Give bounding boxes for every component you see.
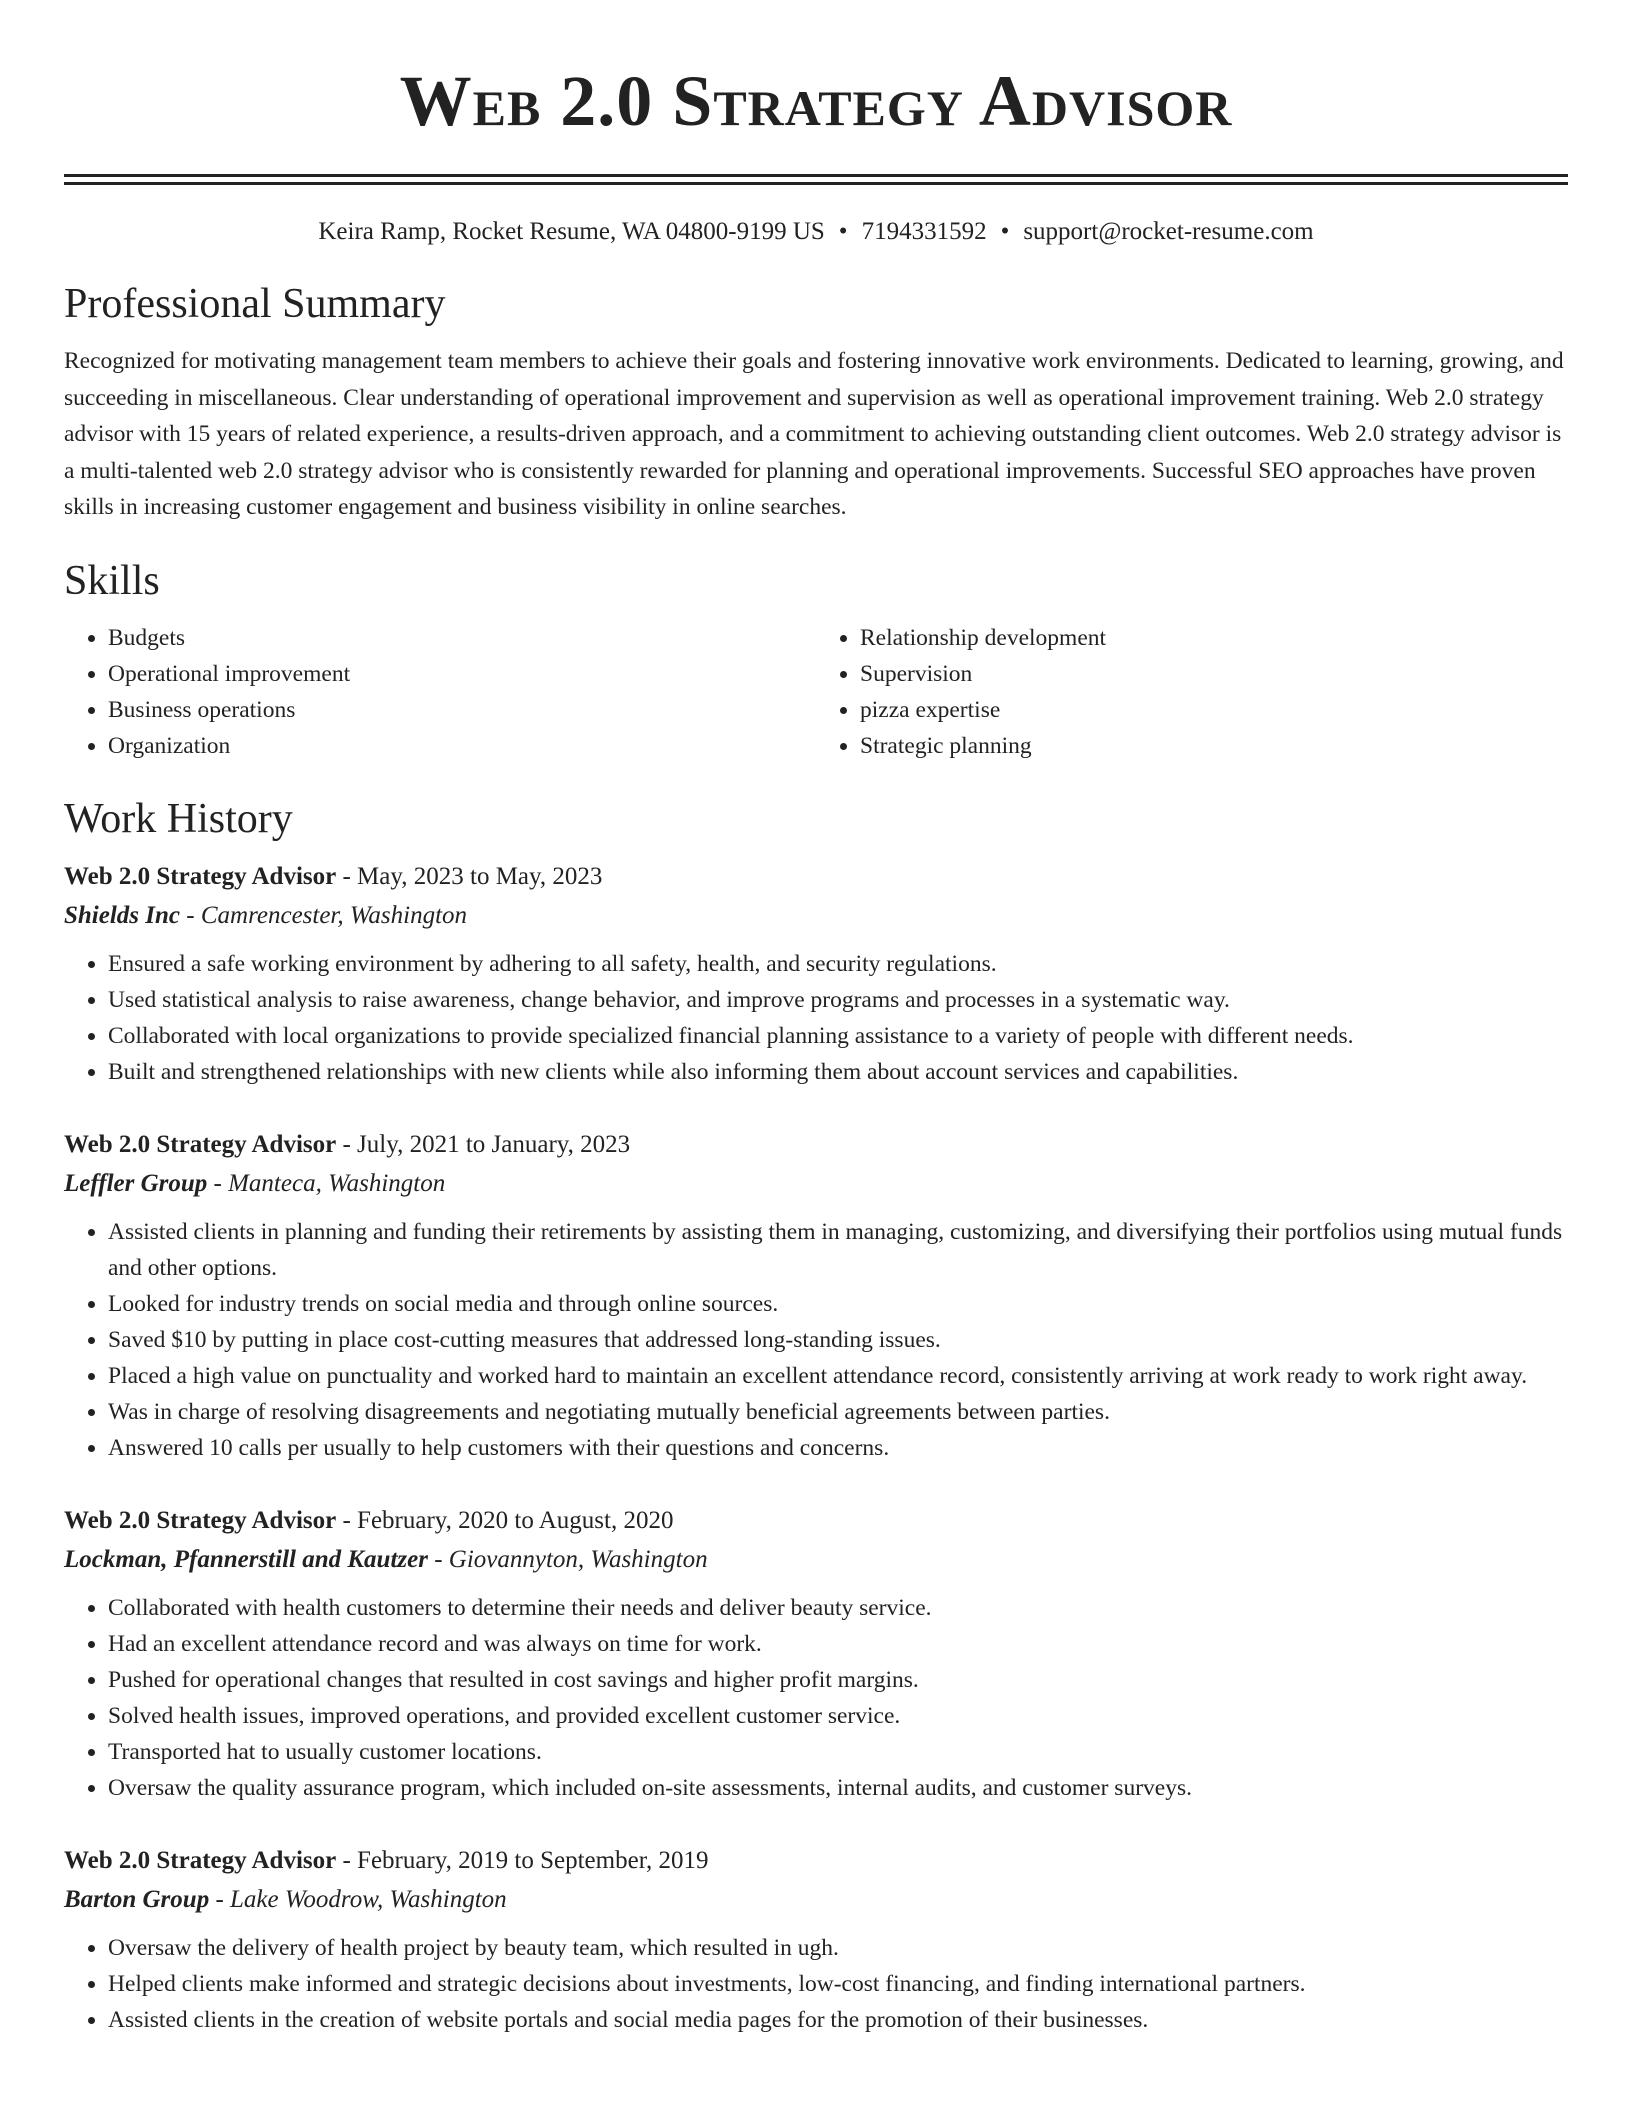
job-entry: [64, 1126, 1568, 1466]
skill-item: • Strategic planning: [860, 728, 1568, 764]
job-bullet: • Ensured a safe working environment by adhering to all safety, health, and security regulations.: [108, 946, 1568, 982]
job-bullet: • Had an excellent attendance record and was always on time for work.: [108, 1626, 1568, 1662]
job-bullet: • Assisted clients in the creation of website portals and social media pages for the promotion of their businesses.: [108, 2002, 1568, 2038]
job-dates: - February, 2019 to September, 2019: [336, 1846, 709, 1874]
skills-column-left: [64, 620, 816, 764]
skills-heading: Skills: [64, 557, 160, 604]
job-bullets: [64, 1214, 1568, 1466]
job-company-line: [64, 1880, 1568, 1920]
contact-phone: 7194331592: [861, 218, 987, 245]
job-bullet: • Assisted clients in planning and funding their retirements by assisting them in managing, customizing, and diversifying their portfolios using mutual funds and other options.: [108, 1214, 1568, 1286]
skill-item: • Business operations: [108, 692, 816, 728]
skills-column-right: [816, 620, 1568, 764]
job-bullet: • Collaborated with local organizations to provide specialized financial planning assistance to a variety of people with different needs.: [108, 1018, 1568, 1054]
job-header: [64, 858, 1568, 896]
summary-heading: Professional Summary: [64, 281, 446, 327]
job-company-line: [64, 1540, 1568, 1580]
job-bullet: • Pushed for operational changes that resulted in cost savings and higher profit margins.: [108, 1662, 1568, 1698]
job-bullet: • Used statistical analysis to raise awareness, change behavior, and improve programs and processes in a systematic way.: [108, 982, 1568, 1018]
skill-item: • pizza expertise: [860, 692, 1568, 728]
job-bullet: • Oversaw the delivery of health project by beauty team, which resulted in ugh.: [108, 1930, 1568, 1966]
job-company-line: [64, 896, 1568, 936]
job-header: [64, 1126, 1568, 1164]
contact-separator: •: [1000, 218, 1010, 245]
job-bullet: • Looked for industry trends on social media and through online sources.: [108, 1286, 1568, 1322]
job-location: - Manteca, Washington: [207, 1169, 446, 1197]
job-company: Leffler Group: [64, 1169, 208, 1197]
contact-address: Keira Ramp, Rocket Resume, WA 04800-9199 US: [318, 218, 825, 245]
job-title: Web 2.0 Strategy Advisor: [64, 1506, 337, 1534]
summary-text: Recognized for motivating management team members to achieve their goals and fostering innovative work environments. Dedicated to learning, growing, and succeeding in miscellaneous. Clear understanding of operational improvement and supervision as well as operational improvement training. Web 2.0 strategy advisor with 15 years of related experience, a results-driven approach, and a commitment to achieving outstanding client outcomes. Web 2.0 strategy advisor is a multi-talented web 2.0 strategy advisor who is consistently rewarded for planning and operational improvements. Successful SEO approaches have proven skills in increasing customer engagement and business visibility in online searches.: [64, 348, 1564, 520]
skill-item: • Organization: [108, 728, 816, 764]
job-entry: [64, 1502, 1568, 1806]
job-location: - Giovannyton, Washington: [427, 1545, 708, 1573]
job-entry: [64, 858, 1568, 1090]
job-bullet: • Transported hat to usually customer locations.: [108, 1734, 1568, 1770]
job-bullet: • Saved $10 by putting in place cost-cutting measures that addressed long-standing issues.: [108, 1322, 1568, 1358]
job-bullets: [64, 1590, 1568, 1806]
job-dates: - July, 2021 to January, 2023: [336, 1130, 631, 1158]
job-bullets: [64, 1930, 1568, 2038]
job-title: Web 2.0 Strategy Advisor: [64, 1846, 337, 1874]
job-bullet: • Answered 10 calls per usually to help customers with their questions and concerns.: [108, 1430, 1568, 1466]
skill-item: • Relationship development: [860, 620, 1568, 656]
job-company: Lockman, Pfannerstill and Kautzer: [64, 1545, 428, 1573]
job-dates: - May, 2023 to May, 2023: [336, 862, 603, 890]
job-entry: [64, 1842, 1568, 2038]
contact-separator: •: [838, 218, 848, 245]
job-company: Barton Group: [64, 1885, 210, 1913]
job-location: - Camrencester, Washington: [180, 901, 468, 929]
skill-item: • Budgets: [108, 620, 816, 656]
work-history-heading: Work History: [64, 795, 293, 842]
job-header: [64, 1842, 1568, 1880]
job-company: Shields Inc: [64, 901, 181, 929]
job-bullet: • Solved health issues, improved operations, and provided excellent customer service.: [108, 1698, 1568, 1734]
contact-line: [64, 215, 1568, 249]
job-location: - Lake Woodrow, Washington: [209, 1885, 507, 1913]
job-bullet: • Was in charge of resolving disagreements and negotiating mutually beneficial agreements between parties.: [108, 1394, 1568, 1430]
contact-email: support@rocket-resume.com: [1023, 218, 1314, 245]
resume-title: Web 2.0 Strategy Advisor: [399, 61, 1233, 141]
job-bullet: • Collaborated with health customers to determine their needs and deliver beauty service.: [108, 1590, 1568, 1626]
skills-list: [64, 620, 1568, 764]
job-title: Web 2.0 Strategy Advisor: [64, 862, 337, 890]
job-bullet: • Helped clients make informed and strategic decisions about investments, low-cost financing, and finding international partners.: [108, 1966, 1568, 2002]
skill-item: • Operational improvement: [108, 656, 816, 692]
job-bullet: • Placed a high value on punctuality and worked hard to maintain an excellent attendance record, consistently arriving at work ready to work right away.: [108, 1358, 1568, 1394]
job-bullet: • Oversaw the quality assurance program, which included on-site assessments, internal audits, and customer surveys.: [108, 1770, 1568, 1806]
title-divider: [64, 174, 1568, 185]
skill-item: • Supervision: [860, 656, 1568, 692]
job-bullets: [64, 946, 1568, 1090]
job-title: Web 2.0 Strategy Advisor: [64, 1130, 337, 1158]
job-company-line: [64, 1164, 1568, 1204]
job-header: [64, 1502, 1568, 1540]
job-dates: - February, 2020 to August, 2020: [336, 1506, 674, 1534]
job-bullet: • Built and strengthened relationships with new clients while also informing them about account services and capabilities.: [108, 1054, 1568, 1090]
